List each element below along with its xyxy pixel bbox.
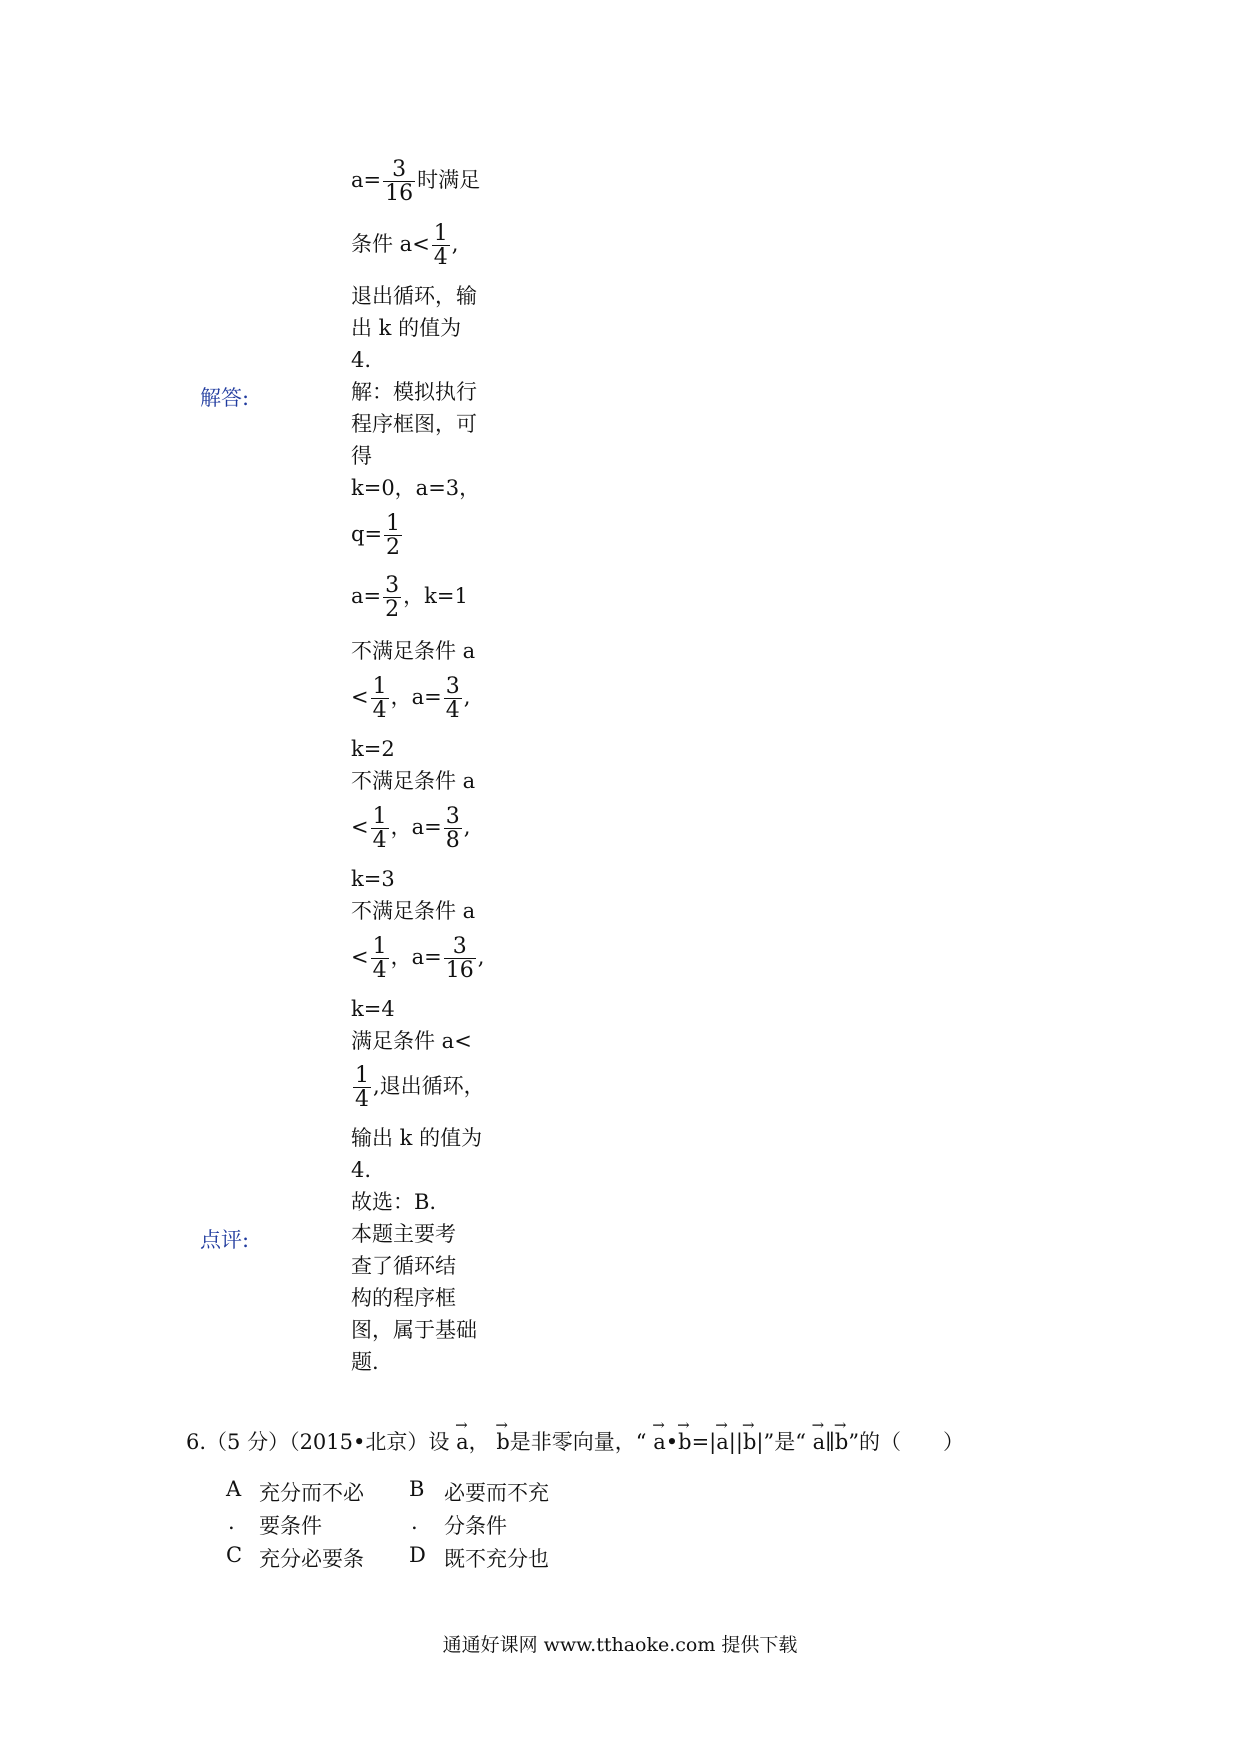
solution-line: k=4 (351, 997, 395, 1021)
solution-line: 程序框图，可 (351, 412, 477, 436)
option-b-text-2: 分条件 (444, 1514, 507, 1538)
analysis-line-5: 4. (351, 348, 372, 372)
solution-line: 输出 k 的值为 (351, 1126, 483, 1150)
vector-a: → a (813, 1432, 826, 1453)
fraction: $\frac{1}{4}$ (372, 674, 387, 724)
fraction: $\frac{3}{4}$ (445, 674, 460, 724)
solution-line: 不满足条件 a (351, 639, 476, 663)
vector-b: → b (835, 1432, 848, 1453)
option-c-letter: C (226, 1543, 243, 1567)
analysis-line-1: a= $\frac{3}{16}$ 时满足 (351, 157, 481, 207)
vector-a: → a (653, 1432, 666, 1453)
solution-line: 不满足条件 a (351, 899, 476, 923)
vector-b: → b (678, 1432, 691, 1453)
fraction: $\frac{1}{4}$ (433, 221, 448, 271)
solution-line: a= $\frac{3}{2}$ ，k=1 (351, 573, 468, 623)
solution-line: k=3 (351, 867, 395, 891)
option-b-text: 必要而不充 (444, 1481, 549, 1505)
fraction: $\frac{1}{2}$ (386, 511, 401, 561)
option-a-text-2: 要条件 (259, 1514, 322, 1538)
vector-a: → a (716, 1432, 729, 1453)
fraction: $\frac{3}{16}$ (445, 934, 474, 984)
option-a-dot: . (228, 1510, 235, 1534)
solution-line: k=2 (351, 737, 395, 761)
vector-a: → a (456, 1432, 469, 1453)
vector-b: → b (496, 1432, 509, 1453)
fraction: $\frac{3}{16}$ (385, 157, 414, 207)
comment-line: 构的程序框 (351, 1286, 456, 1310)
comment-label: 点评: (200, 1228, 250, 1252)
fraction: $\frac{1}{4}$ (355, 1063, 369, 1113)
option-b-dot: . (411, 1510, 418, 1534)
solution-line: 得 (351, 444, 372, 468)
analysis-line-3: 退出循环，输 (351, 284, 477, 308)
comment-line: 查了循环结 (351, 1254, 456, 1278)
solution-line: 满足条件 a< (351, 1029, 472, 1053)
page-footer: 通通好课网 www.tthaoke.com 提供下载 (442, 1634, 798, 1656)
solution-line: < $\frac{1}{4}$ ，a= $\frac{3}{16}$ , (351, 934, 485, 984)
comment-line: 本题主要考 (351, 1222, 456, 1246)
option-b-letter: B (409, 1477, 425, 1501)
option-d-letter: D (409, 1543, 426, 1567)
comment-line: 图，属于基础 (351, 1318, 477, 1342)
fraction: $\frac{1}{4}$ (372, 934, 387, 984)
fraction: $\frac{3}{2}$ (385, 573, 400, 623)
option-d-text: 既不充分也 (444, 1547, 549, 1571)
comment-line: 题. (351, 1350, 379, 1374)
solution-line: 4. (351, 1158, 372, 1182)
solution-line: $\frac{1}{4}$ ,退出循环， (355, 1063, 485, 1113)
analysis-line-2: 条件 a< $\frac{1}{4}$ , (351, 221, 459, 271)
solution-line: q= $\frac{1}{2}$ (351, 511, 401, 561)
question-6-stem: 6.（5 分）（2015•北京）设 → a， → b是非零向量，“ → a•→ b=|→ a||→ b|”是“ → a∥→ b”的（ ） (186, 1432, 964, 1453)
fraction: $\frac{3}{8}$ (445, 804, 460, 854)
option-a-text: 充分而不必 (259, 1481, 364, 1505)
solution-line: < $\frac{1}{4}$ ，a= $\frac{3}{4}$ , (351, 674, 471, 724)
solution-line: 故选：B. (351, 1190, 437, 1214)
solution-line: k=0，a=3， (351, 476, 481, 500)
solution-line: 解：模拟执行 (351, 380, 477, 404)
solution-line: 不满足条件 a (351, 769, 476, 793)
solution-label: 解答: (200, 386, 250, 410)
solution-line: < $\frac{1}{4}$ ，a= $\frac{3}{8}$ , (351, 804, 471, 854)
option-a-letter: A (226, 1477, 242, 1501)
fraction: $\frac{1}{4}$ (372, 804, 387, 854)
analysis-line-4: 出 k 的值为 (351, 316, 462, 340)
vector-b: → b (743, 1432, 756, 1453)
option-c-text: 充分必要条 (259, 1547, 364, 1571)
